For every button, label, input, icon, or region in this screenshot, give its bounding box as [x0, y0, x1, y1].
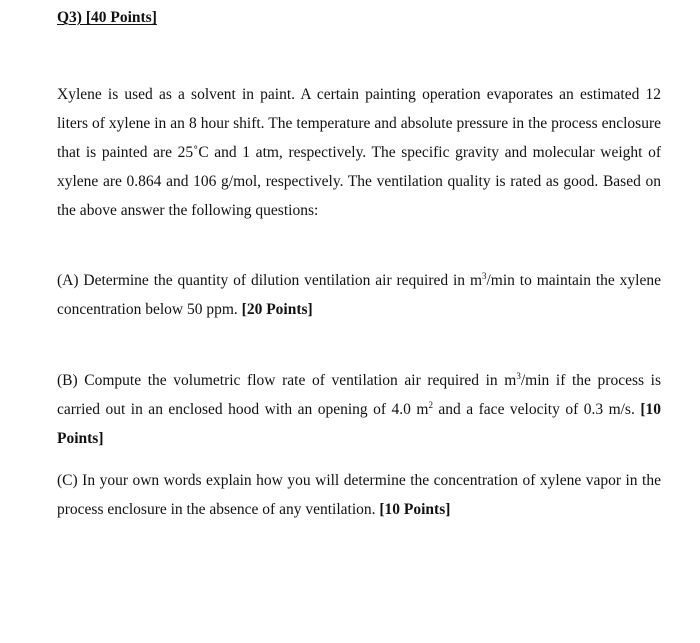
part-c-points: [10 Points]: [379, 500, 451, 518]
part-b-text: (B) Compute the volumetric flow rate of ventilation air required in m: [57, 371, 517, 389]
part-a-points: [20 Points]: [241, 300, 313, 318]
part-b-text-end: and a face velocity of 0.3 m/s.: [432, 400, 635, 418]
part-b-superscript-2: 2: [428, 399, 433, 410]
part-a-superscript: 3: [482, 270, 487, 281]
part-b-points: [10 Points]: [57, 400, 661, 447]
part-c-text: (C) In your own words explain how you will determine the concentration of xylene vapor in the process enclosure in the absence of any ventilation.: [57, 471, 661, 518]
part-a-text: (A) Determine the quantity of dilution ventilation air required in m: [57, 271, 482, 289]
part-b-superscript-1: 3: [516, 370, 521, 381]
part-a-text-cont: /min to maintain the xylene concentration below 50 ppm.: [57, 271, 661, 318]
part-b: [57, 366, 661, 454]
question-intro: Xylene is used as a solvent in paint. A certain painting operation evaporates an estimated 12 liters of xylene in an 8 hour shift. The temperature and absolute pressure in the process enclosure that is painted are 25˚C and 1 atm, respectively. The specific gravity and molecular weight of xylene are 0.864 and 106 g/mol, respectively. The ventilation quality is rated as good. Based on the above answer the following questions:: [57, 85, 661, 220]
part-c: [57, 466, 661, 524]
part-b-text-cont: /min if the process is carried out in an enclosed hood with an opening of 4.0 m: [57, 371, 661, 418]
part-a: [57, 266, 661, 324]
question-heading: Q3) [40 Points]: [57, 9, 157, 26]
